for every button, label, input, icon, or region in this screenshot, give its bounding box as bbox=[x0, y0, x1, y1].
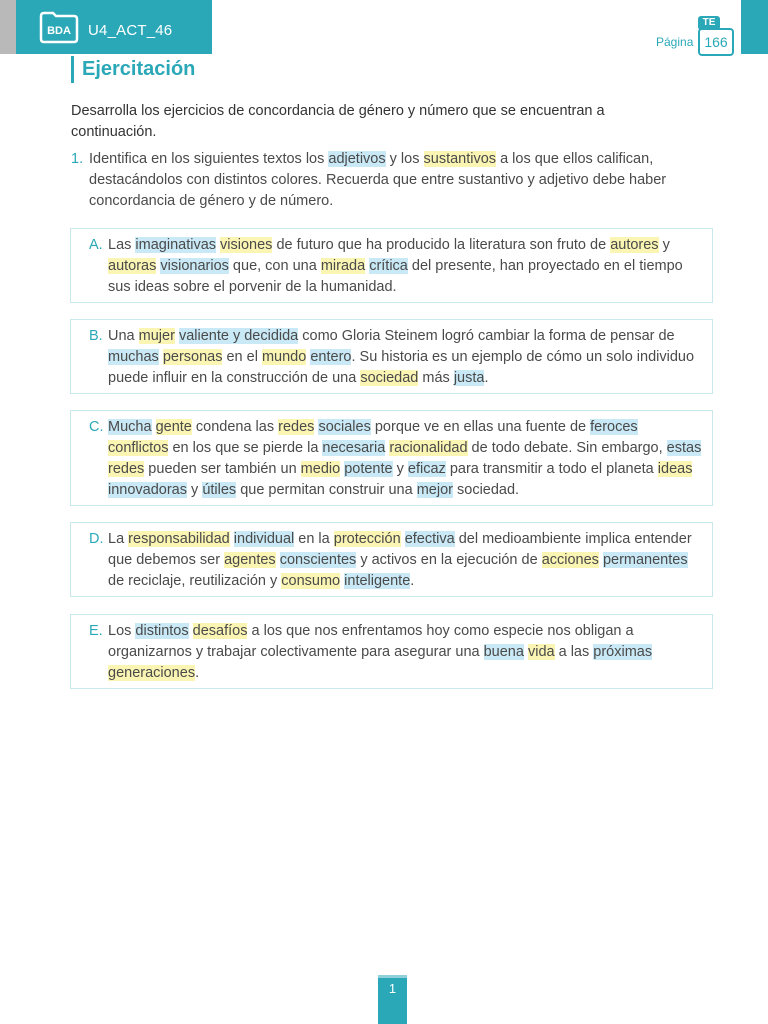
item-box-b bbox=[70, 319, 713, 394]
text-span bbox=[152, 419, 156, 435]
text-span: y bbox=[392, 461, 408, 477]
text-span: . bbox=[410, 573, 415, 589]
noun-highlight: sociedad bbox=[360, 370, 419, 386]
adjective-highlight: Mucha bbox=[108, 419, 152, 435]
text-span: en los que se pierde la bbox=[168, 440, 323, 456]
noun-highlight: acciones bbox=[541, 552, 599, 568]
text-span: y bbox=[658, 237, 670, 253]
section-title: Ejercitación bbox=[82, 58, 196, 80]
text-span: Identifica en los siguientes textos los bbox=[89, 151, 329, 167]
text-span: a los que nos enfrentamos hoy como especie nos obligan a organizarnos y trabajar colectivamente para asegurar una bbox=[108, 623, 634, 660]
text-span: condena las bbox=[191, 419, 279, 435]
adjective-highlight: potente bbox=[344, 461, 393, 477]
item-letter: D. bbox=[89, 531, 104, 547]
adjective-highlight: justa bbox=[453, 370, 485, 386]
adjective-highlight: mejor bbox=[416, 482, 453, 498]
noun-highlight: racionalidad bbox=[389, 440, 468, 456]
item-letter: B. bbox=[89, 328, 103, 344]
noun-highlight: personas bbox=[162, 349, 223, 365]
item-letter: C. bbox=[89, 419, 104, 435]
pagina-label: Página bbox=[656, 35, 694, 49]
text-span: en el bbox=[222, 349, 262, 365]
text-span: . bbox=[484, 370, 489, 386]
text-span: pueden ser también un bbox=[144, 461, 301, 477]
adjective-highlight: entero bbox=[310, 349, 352, 365]
te-label: TE bbox=[698, 16, 720, 30]
te-page-number: 166 bbox=[698, 28, 734, 56]
noun-highlight: autores bbox=[610, 237, 659, 253]
noun-highlight: mirada bbox=[320, 258, 366, 274]
text-span: más bbox=[418, 370, 454, 386]
adjective-highlight: próximas bbox=[593, 644, 653, 660]
noun-highlight: mundo bbox=[261, 349, 307, 365]
adjective-highlight: necesaria bbox=[322, 440, 386, 456]
page-number: 1 bbox=[388, 981, 397, 996]
text-span: que permitan construir una bbox=[236, 482, 417, 498]
adjective-highlight: efectiva bbox=[404, 531, 455, 547]
text-span: en la bbox=[294, 531, 334, 547]
text-span: del presente, han proyectado en el tiempo sus ideas sobre el porvenir de la humanidad. bbox=[108, 258, 683, 295]
text-span: Las bbox=[108, 237, 136, 253]
item-text bbox=[108, 529, 702, 592]
adjective-highlight: innovadoras bbox=[108, 482, 187, 498]
bda-folder-icon bbox=[38, 10, 80, 44]
noun-highlight: consumo bbox=[281, 573, 341, 589]
exercise-text bbox=[89, 149, 711, 212]
item-box-a bbox=[70, 228, 713, 303]
adjective-highlight: permanentes bbox=[602, 552, 688, 568]
exercise-1 bbox=[71, 149, 711, 212]
page-number-tab bbox=[378, 975, 407, 1024]
text-span: La bbox=[108, 531, 129, 547]
instructions: Desarrolla los ejercicios de concordancia de género y número que se encuentran a continuación. bbox=[71, 103, 605, 140]
adjective-highlight: distintos bbox=[135, 623, 189, 639]
item-letter: A. bbox=[89, 237, 103, 253]
text-span: a las bbox=[554, 644, 594, 660]
noun-highlight: medio bbox=[300, 461, 341, 477]
text-span: para transmitir a todo el planeta bbox=[445, 461, 658, 477]
text-span: Los bbox=[108, 623, 136, 639]
left-edge-bar bbox=[0, 0, 16, 54]
text-span: del medioambiente implica entender que debemos ser bbox=[108, 531, 692, 568]
noun-highlight: autoras bbox=[108, 258, 157, 274]
text-span: . bbox=[195, 665, 200, 681]
adjective-highlight: individual bbox=[233, 531, 295, 547]
item-letter: E. bbox=[89, 623, 103, 639]
activity-code: U4_ACT_46 bbox=[88, 22, 173, 39]
item-box-d bbox=[70, 522, 713, 597]
noun-highlight: agentes bbox=[224, 552, 276, 568]
text-span: Una bbox=[108, 328, 139, 344]
text-span: . Su historia es un ejemplo de cómo un solo individuo puede influir en la construcción de una bbox=[108, 349, 695, 386]
noun-highlight: visiones bbox=[220, 237, 273, 253]
noun-highlight: redes bbox=[278, 419, 315, 435]
text-span: que, con una bbox=[228, 258, 321, 274]
adjective-highlight: estas bbox=[666, 440, 702, 456]
adjective-highlight: crítica bbox=[369, 258, 408, 274]
text-span: de todo debate. Sin embargo, bbox=[467, 440, 667, 456]
item-text bbox=[108, 417, 702, 501]
adjective-highlight: muchas bbox=[108, 349, 159, 365]
text-span: y activos en la ejecución de bbox=[356, 552, 542, 568]
exercise-number: 1. bbox=[71, 151, 84, 167]
text-span: y los bbox=[385, 151, 424, 167]
item-text bbox=[108, 235, 702, 298]
noun-highlight: responsabilidad bbox=[128, 531, 230, 547]
noun-highlight: sustantivos bbox=[423, 151, 497, 167]
noun-highlight: gente bbox=[155, 419, 192, 435]
noun-highlight: mujer bbox=[138, 328, 175, 344]
noun-highlight: protección bbox=[333, 531, 401, 547]
right-edge-bar bbox=[741, 0, 768, 54]
adjective-highlight: visionarios bbox=[160, 258, 229, 274]
noun-highlight: redes bbox=[108, 461, 145, 477]
item-box-e bbox=[70, 614, 713, 689]
noun-highlight: conflictos bbox=[108, 440, 169, 456]
logo-text: BDA bbox=[47, 25, 71, 37]
item-text bbox=[108, 326, 702, 389]
item-text bbox=[108, 621, 702, 684]
noun-highlight: vida bbox=[527, 644, 555, 660]
text-span: porque ve en ellas una fuente de bbox=[370, 419, 591, 435]
page-tab-top bbox=[378, 975, 407, 978]
adjective-highlight: sociales bbox=[318, 419, 371, 435]
te-page-badge[interactable] bbox=[698, 16, 732, 54]
text-span: de reciclaje, reutilización y bbox=[108, 573, 282, 589]
adjective-highlight: conscientes bbox=[279, 552, 357, 568]
text-span: como Gloria Steinem logró cambiar la forma de pensar de bbox=[298, 328, 675, 344]
noun-highlight: generaciones bbox=[108, 665, 196, 681]
noun-highlight: desafíos bbox=[192, 623, 248, 639]
text-span: y bbox=[187, 482, 203, 498]
adjective-highlight: buena bbox=[483, 644, 524, 660]
title-accent-bar bbox=[71, 56, 74, 83]
adjective-highlight: valiente y decidida bbox=[178, 328, 299, 344]
noun-highlight: ideas bbox=[657, 461, 693, 477]
text-span: de futuro que ha producido la literatura son fruto de bbox=[272, 237, 611, 253]
adjective-highlight: adjetivos bbox=[328, 151, 386, 167]
adjective-highlight: imaginativas bbox=[135, 237, 217, 253]
adjective-highlight: feroces bbox=[590, 419, 638, 435]
item-box-c bbox=[70, 410, 713, 506]
adjective-highlight: inteligente bbox=[344, 573, 411, 589]
adjective-highlight: eficaz bbox=[407, 461, 446, 477]
text-span: sociedad. bbox=[452, 482, 520, 498]
text-span: a los que ellos califican, destacándolos con distintos colores. Recuerda que entre sustantivo y adjetivo debe haber concordancia de género y de número. bbox=[89, 151, 667, 209]
adjective-highlight: útiles bbox=[202, 482, 237, 498]
